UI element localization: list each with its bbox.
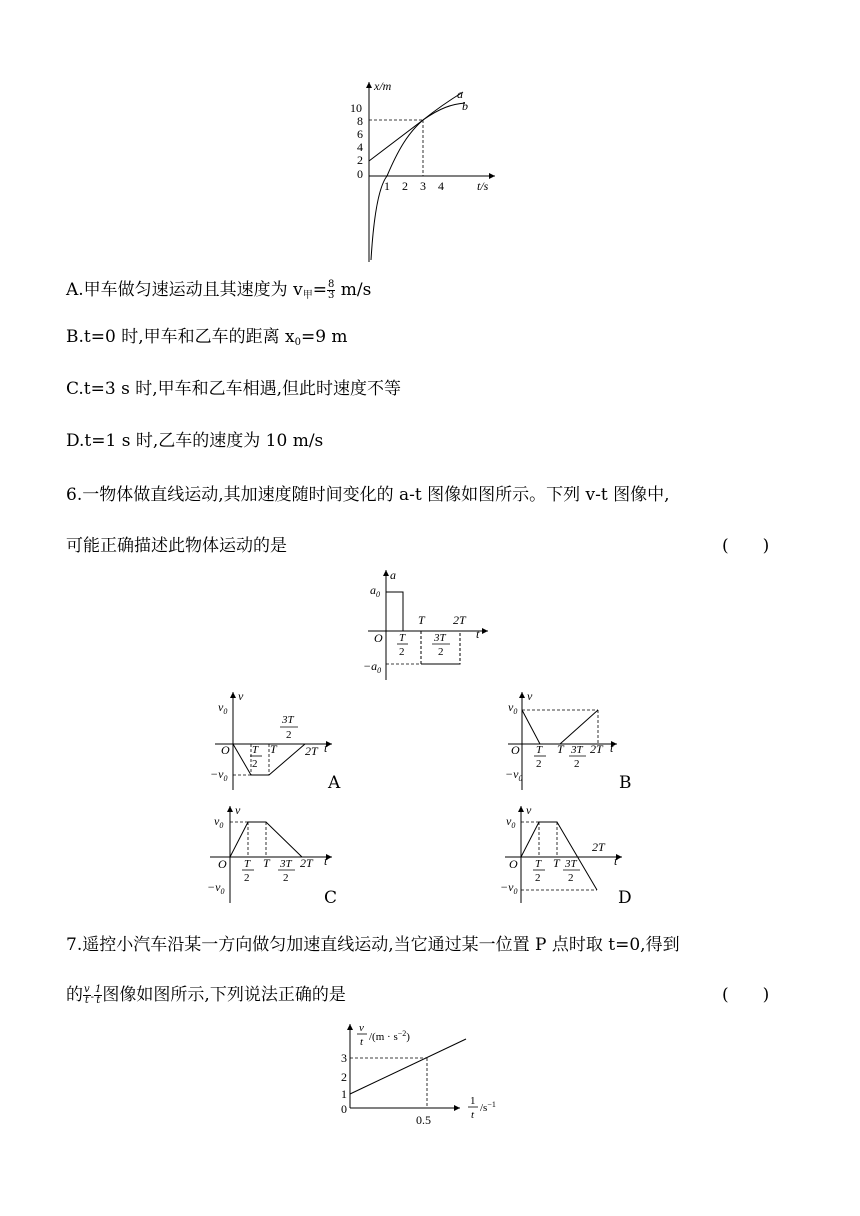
at-pos-pulse xyxy=(386,592,403,631)
xt-x-tick: 2 xyxy=(402,179,408,193)
xt-curve-a-label: a xyxy=(457,87,463,101)
at-half-num: T xyxy=(399,632,406,644)
vt-y-tick: 2 xyxy=(341,1070,347,1084)
svg-text:v0: $v_0$ xyxy=(218,700,228,716)
svg-text:2: 2 xyxy=(535,872,541,884)
svg-text:−v0: $-v_0$ xyxy=(207,880,225,896)
vt-y-tick: 3 xyxy=(341,1051,347,1065)
svg-text:t: t xyxy=(324,854,328,868)
option-b-curve xyxy=(522,710,598,744)
svg-text:t: t xyxy=(614,854,618,868)
at-3half-num: 3T xyxy=(434,632,446,644)
svg-text:2: 2 xyxy=(286,729,292,741)
svg-text:T: T xyxy=(557,742,564,756)
at-T: T xyxy=(418,613,425,627)
xt-y-tick: 6 xyxy=(357,127,363,141)
svg-text:T: T xyxy=(263,856,270,870)
svg-text:2T: 2T xyxy=(300,856,313,870)
option-c-label[interactable]: C xyxy=(324,888,338,908)
xt-y-tick: 4 xyxy=(357,140,363,154)
svg-text:3T: 3T xyxy=(565,858,577,870)
svg-text:−v0: $-v_0$ xyxy=(505,767,523,783)
vt-y-tick: 0 xyxy=(341,1102,347,1116)
svg-text:2: 2 xyxy=(574,758,580,770)
at-3half-den: 2 xyxy=(438,646,444,658)
xt-y-tick: 0 xyxy=(357,167,363,181)
svg-text:3T: 3T xyxy=(280,858,292,870)
svg-text:2T: 2T xyxy=(590,742,603,756)
svg-text:2: 2 xyxy=(536,758,542,770)
q5-option-d: D.t=1 s 时,乙车的速度为 10 m/s xyxy=(66,431,324,451)
q7-stem-line1: 7.遥控小汽车沿某一方向做匀加速直线运动,当它通过某一位置 P 点时取 t=0,得到 xyxy=(66,935,680,955)
q7-stem-line2: 的 $\frac{v}{t}$ - $\frac{1}{t}$ 图像如图所示,下列说法正确的是 xyxy=(66,984,346,1006)
xt-x-tick: 1 xyxy=(384,179,390,193)
option-a-graph xyxy=(210,688,345,793)
at-2T: 2T xyxy=(453,613,466,627)
svg-text:−a0: $-a_0$ xyxy=(363,659,382,675)
vt-y-num: v xyxy=(359,1022,364,1034)
svg-text:−v0: $-v_0$ xyxy=(500,880,518,896)
svg-text:T: T xyxy=(553,856,560,870)
svg-text:v0: $v_0$ xyxy=(508,700,518,716)
svg-text:O: O xyxy=(221,743,230,757)
svg-text:a0: $a_0$ xyxy=(370,583,380,599)
svg-text:t: t xyxy=(324,741,328,755)
svg-text:2: 2 xyxy=(244,872,250,884)
xt-x-tick: 4 xyxy=(438,179,444,193)
svg-text:t: t xyxy=(610,741,614,755)
svg-text:2: 2 xyxy=(283,872,289,884)
at-graph xyxy=(360,566,495,686)
vt-x-den: t xyxy=(471,1109,475,1121)
q6-stem-line1: 6.一物体做直线运动,其加速度随时间变化的 a-t 图像如图所示。下列 v-t 图像中, xyxy=(66,485,670,505)
q5-option-c: C.t=3 s 时,甲车和乙车相遇,但此时速度不等 xyxy=(66,379,402,399)
svg-text:v: v xyxy=(526,803,532,817)
svg-text:2T: 2T xyxy=(305,744,318,758)
xt-x-label: t/s xyxy=(477,179,489,193)
vt-x-tick: 0.5 xyxy=(416,1113,431,1127)
svg-text:−v0: $-v_0$ xyxy=(210,767,228,783)
option-d-label[interactable]: D xyxy=(618,888,632,908)
svg-text:T: T xyxy=(244,858,251,870)
xt-y-tick: 2 xyxy=(357,153,363,167)
q7-answer-paren: ( ) xyxy=(722,985,770,1005)
svg-text:O: O xyxy=(511,743,520,757)
svg-text:v: v xyxy=(235,803,241,817)
vt-graph xyxy=(335,1018,510,1128)
svg-text:T: T xyxy=(535,858,542,870)
q6-answer-paren: ( ) xyxy=(722,536,770,556)
svg-text:v: v xyxy=(238,689,244,703)
option-c-graph xyxy=(205,802,340,907)
option-b-label[interactable]: B xyxy=(619,773,632,793)
at-a0: a xyxy=(370,583,376,597)
at-origin: O xyxy=(374,631,383,645)
svg-text:T: T xyxy=(270,742,277,756)
vt-y-den: t xyxy=(360,1036,364,1048)
xt-y-tick: 8 xyxy=(357,114,363,128)
svg-text:O: O xyxy=(509,857,518,871)
svg-text:v: v xyxy=(527,689,533,703)
xt-graph xyxy=(350,78,510,268)
xt-x-tick: 3 xyxy=(420,179,426,193)
xt-y-label: x/m xyxy=(374,79,392,93)
vt-line xyxy=(350,1039,466,1094)
svg-text:v0: $v_0$ xyxy=(506,814,516,830)
svg-text:/s−1: $/s^{-1}$ xyxy=(480,1100,496,1114)
at-neg-a0: −a xyxy=(363,659,378,673)
xt-line-b xyxy=(369,103,465,161)
svg-text:v0: $v_0$ xyxy=(214,814,224,830)
svg-text:2: 2 xyxy=(252,758,258,770)
at-half-den: 2 xyxy=(399,646,405,658)
svg-text:T: T xyxy=(252,744,259,756)
at-y-label: a xyxy=(390,568,396,582)
svg-text:T: T xyxy=(536,744,543,756)
vt-x-num: 1 xyxy=(470,1095,476,1107)
svg-text:3T: 3T xyxy=(571,744,583,756)
svg-text:/(m · s−2): $/(m \cdot s^{-2})$ xyxy=(369,1029,410,1043)
xt-curve-b-label: b xyxy=(462,99,468,113)
vt-y-tick: 1 xyxy=(341,1087,347,1101)
q5-option-a: A.甲车做匀速运动且其速度为 $v_甲=$ $\frac{8}{3}$ m/s xyxy=(66,279,372,301)
svg-text:3T: 3T xyxy=(282,714,294,726)
svg-text:O: O xyxy=(218,857,227,871)
q5-option-b: B.t=0 时,甲车和乙车的距离 $x_0=9$ m xyxy=(66,327,348,348)
xt-y-tick: 10 xyxy=(350,101,362,115)
q6-stem-line2: 可能正确描述此物体运动的是 xyxy=(66,536,287,556)
at-x-label: t xyxy=(476,627,480,641)
option-d-graph xyxy=(500,802,635,907)
svg-text:2: 2 xyxy=(568,872,574,884)
option-a-label[interactable]: A xyxy=(328,773,341,793)
svg-text:2T: 2T xyxy=(592,840,605,854)
